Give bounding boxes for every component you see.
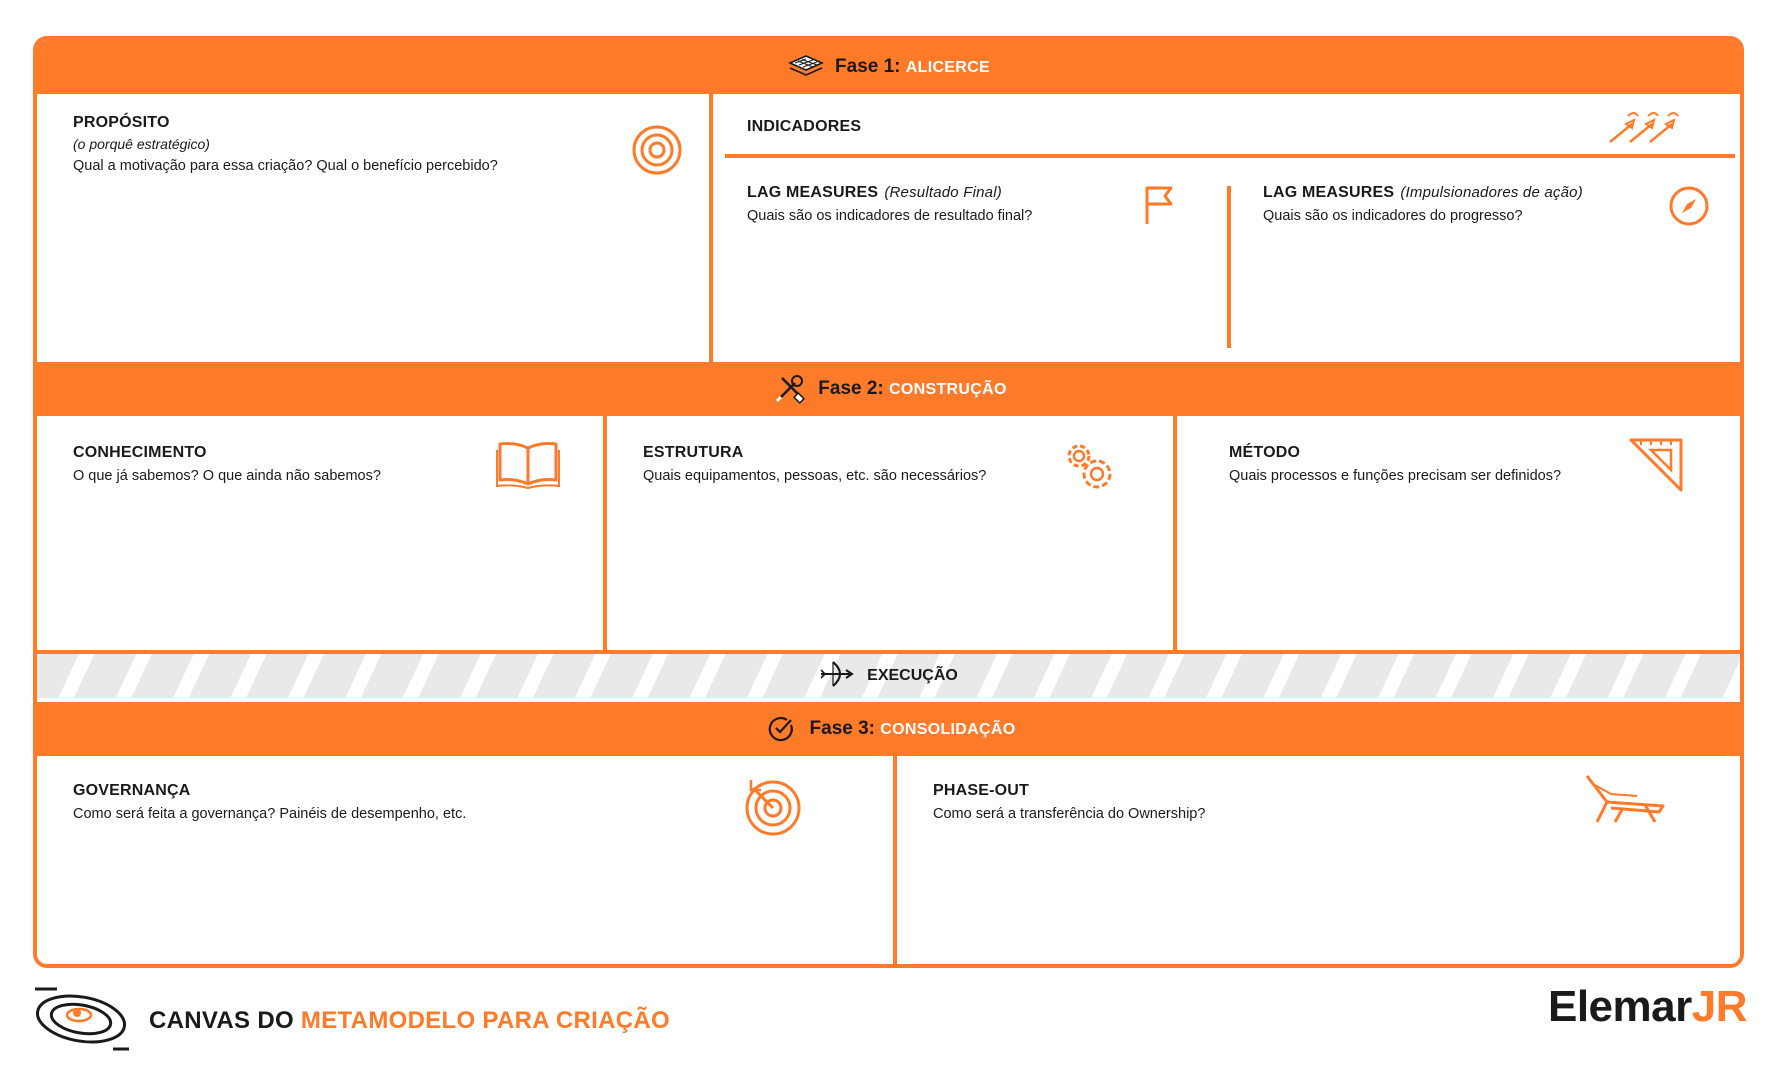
lead-question: Quais são os indicadores do progresso? [1263, 208, 1523, 224]
brand-accent: JR [1691, 982, 1747, 1031]
proposito-cell[interactable] [37, 94, 709, 362]
brand-logo [1548, 982, 1747, 1032]
governanca-cell[interactable] [37, 756, 893, 968]
footer-title-prefix: CANVAS DO [149, 1006, 294, 1034]
check-circle-icon [762, 714, 800, 744]
lounge-chair-icon [1583, 772, 1667, 831]
orbit-logo-icon [33, 985, 131, 1056]
phase3-title [810, 718, 1016, 740]
governanca-title: GOVERNANÇA [73, 782, 191, 799]
conhecimento-title: CONHECIMENTO [73, 444, 207, 461]
lead-title-text: LAG MEASURES [1263, 184, 1395, 201]
footer-canvas-title [33, 985, 670, 1056]
gears-icon [1059, 436, 1119, 501]
footer-title-highlight: METAMODELO PARA CRIAÇÃO [300, 1006, 671, 1034]
layers-icon [787, 52, 825, 82]
phaseout-title: PHASE-OUT [933, 782, 1030, 799]
canvas-board [33, 36, 1744, 968]
phase3-header [37, 702, 1740, 756]
estrutura-question: Quais equipamentos, pessoas, etc. são necessários? [643, 468, 987, 484]
book-icon [495, 440, 561, 495]
phase2-title [818, 378, 1006, 400]
tools-icon [770, 374, 808, 404]
governanca-question: Como será feita a governança? Painéis de desempenho, etc. [73, 806, 467, 822]
brand-main: Elemar [1547, 982, 1692, 1031]
proposito-question: Qual a motivação para essa criação? Qual o benefício percebido? [73, 158, 498, 174]
estrutura-cell[interactable] [607, 416, 1173, 650]
execucao-strip [37, 650, 1740, 698]
phase3-label: Fase 3: [809, 718, 876, 739]
phaseout-question: Como será a transferência do Ownership? [933, 806, 1206, 822]
metodo-title: MÉTODO [1229, 444, 1301, 461]
footer-title [149, 1007, 670, 1035]
phase2-label: Fase 2: [818, 378, 884, 399]
phase3-name: CONSOLIDAÇÃO [880, 721, 1016, 738]
phase2-name: CONSTRUÇÃO [889, 381, 1007, 398]
phase1-header [37, 40, 1740, 94]
lead-qualifier: (Impulsionadores de ação) [1400, 184, 1583, 201]
conhecimento-cell[interactable] [37, 416, 603, 650]
compass-icon [1667, 184, 1711, 233]
lag-title [747, 184, 1187, 202]
lag-title-text: LAG MEASURES [747, 184, 879, 201]
indicadores-cell [713, 94, 1744, 362]
metodo-question: Quais processos e funções precisam ser definidos? [1229, 468, 1562, 484]
darts-icon [1606, 106, 1682, 151]
conhecimento-question: O que já sabemos? O que ainda não sabemos? [73, 468, 381, 484]
bullseye-arrow-icon [743, 776, 805, 843]
set-square-icon [1627, 436, 1685, 499]
phase2-header [37, 362, 1740, 416]
indicadores-underline [725, 154, 1735, 158]
bow-arrow-icon [819, 660, 855, 693]
proposito-title: PROPÓSITO [73, 114, 170, 131]
lag-qualifier: (Resultado Final) [884, 184, 1002, 201]
lag-measures-cell[interactable] [747, 184, 1187, 344]
execucao-label: EXECUÇÃO [867, 667, 958, 684]
lag-question: Quais são os indicadores de resultado final? [747, 208, 1033, 224]
proposito-subtitle: (o porquê estratégico) [73, 136, 210, 152]
flag-icon [1143, 184, 1175, 231]
lead-title [1263, 184, 1733, 202]
phaseout-cell[interactable] [897, 756, 1744, 968]
indicadores-title: INDICADORES [747, 118, 862, 135]
phase1-title [835, 56, 990, 78]
phase1-name: ALICERCE [905, 59, 990, 76]
lead-measures-cell[interactable] [1263, 184, 1733, 344]
metodo-cell[interactable] [1177, 416, 1744, 650]
estrutura-title: ESTRUTURA [643, 444, 744, 461]
lag-lead-divider [1227, 186, 1231, 348]
target-icon [631, 124, 683, 181]
phase1-label: Fase 1: [835, 56, 901, 77]
